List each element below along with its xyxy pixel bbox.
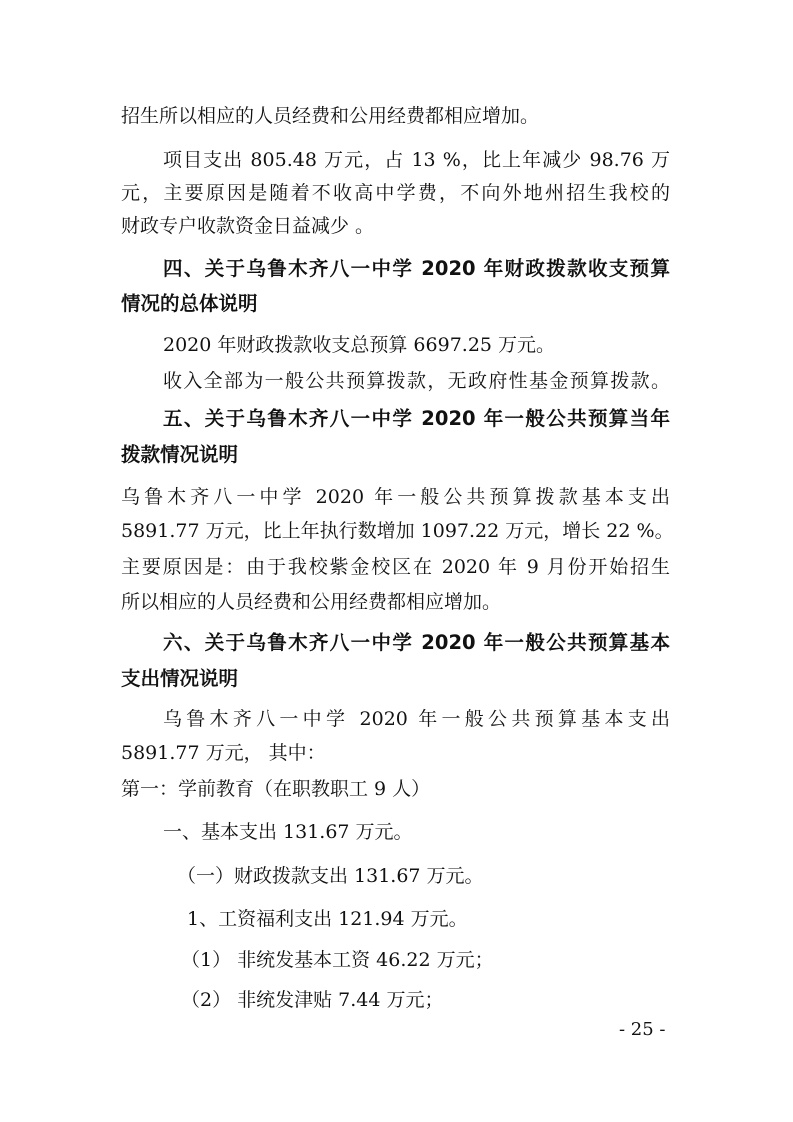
paragraph-line: 项目支出 805.48 万元，占 13 %，比上年减少 98.76 万 — [163, 149, 670, 171]
paragraph-line: 一、基本支出 131.67 万元。 — [163, 821, 413, 843]
paragraph-line: 元，主要原因是随着不收高中学费，不向外地州招生我校的 — [121, 182, 670, 204]
paragraph-line: 所以相应的人员经费和公用经费都相应增加。 — [121, 591, 502, 613]
section-heading: 支出情况说明 — [121, 667, 239, 690]
page-number: - 25 - — [619, 1019, 666, 1040]
paragraph-line: 2020 年财政拨款收支总预算 6697.25 万元。 — [163, 334, 556, 356]
paragraph-line: 乌鲁木齐八一中学 2020 年一般公共预算拨款基本支出 — [121, 486, 670, 508]
paragraph-line: 乌鲁木齐八一中学 2020 年一般公共预算基本支出 — [163, 708, 670, 730]
paragraph-line: 1、工资福利支出 121.94 万元。 — [187, 908, 468, 930]
paragraph-line: （一）财政拨款支出 131.67 万元。 — [177, 865, 484, 887]
paragraph-line: 第一：学前教育（在职教职工 9 人） — [121, 778, 431, 800]
section-heading: 五、关于乌鲁木齐八一中学 2020 年一般公共预算当年 — [163, 407, 670, 430]
section-heading: 六、关于乌鲁木齐八一中学 2020 年一般公共预算基本 — [163, 631, 670, 654]
paragraph-line: 5891.77 万元，比上年执行数增加 1097.22 万元，增长 22 %。 — [121, 520, 674, 542]
paragraph-line: 5891.77 万元， 其中： — [121, 742, 326, 764]
section-heading: 情况的总体说明 — [121, 292, 258, 315]
section-heading: 拨款情况说明 — [121, 443, 239, 466]
paragraph-line: 主要原因是：由于我校紫金校区在 2020 年 9 月份开始招生 — [121, 556, 670, 578]
section-heading: 四、关于乌鲁木齐八一中学 2020 年财政拨款收支预算 — [163, 257, 670, 280]
paragraph-line: 财政专户收款资金日益减少 。 — [121, 215, 375, 237]
paragraph-line: 收入全部为一般公共预算拨款，无政府性基金预算拨款。 — [163, 370, 670, 392]
paragraph-line: （2） 非统发津贴 7.44 万元； — [181, 989, 444, 1011]
paragraph-line: （1） 非统发基本工资 46.22 万元； — [181, 949, 494, 971]
paragraph-line: 招生所以相应的人员经费和公用经费都相应增加。 — [121, 105, 540, 127]
